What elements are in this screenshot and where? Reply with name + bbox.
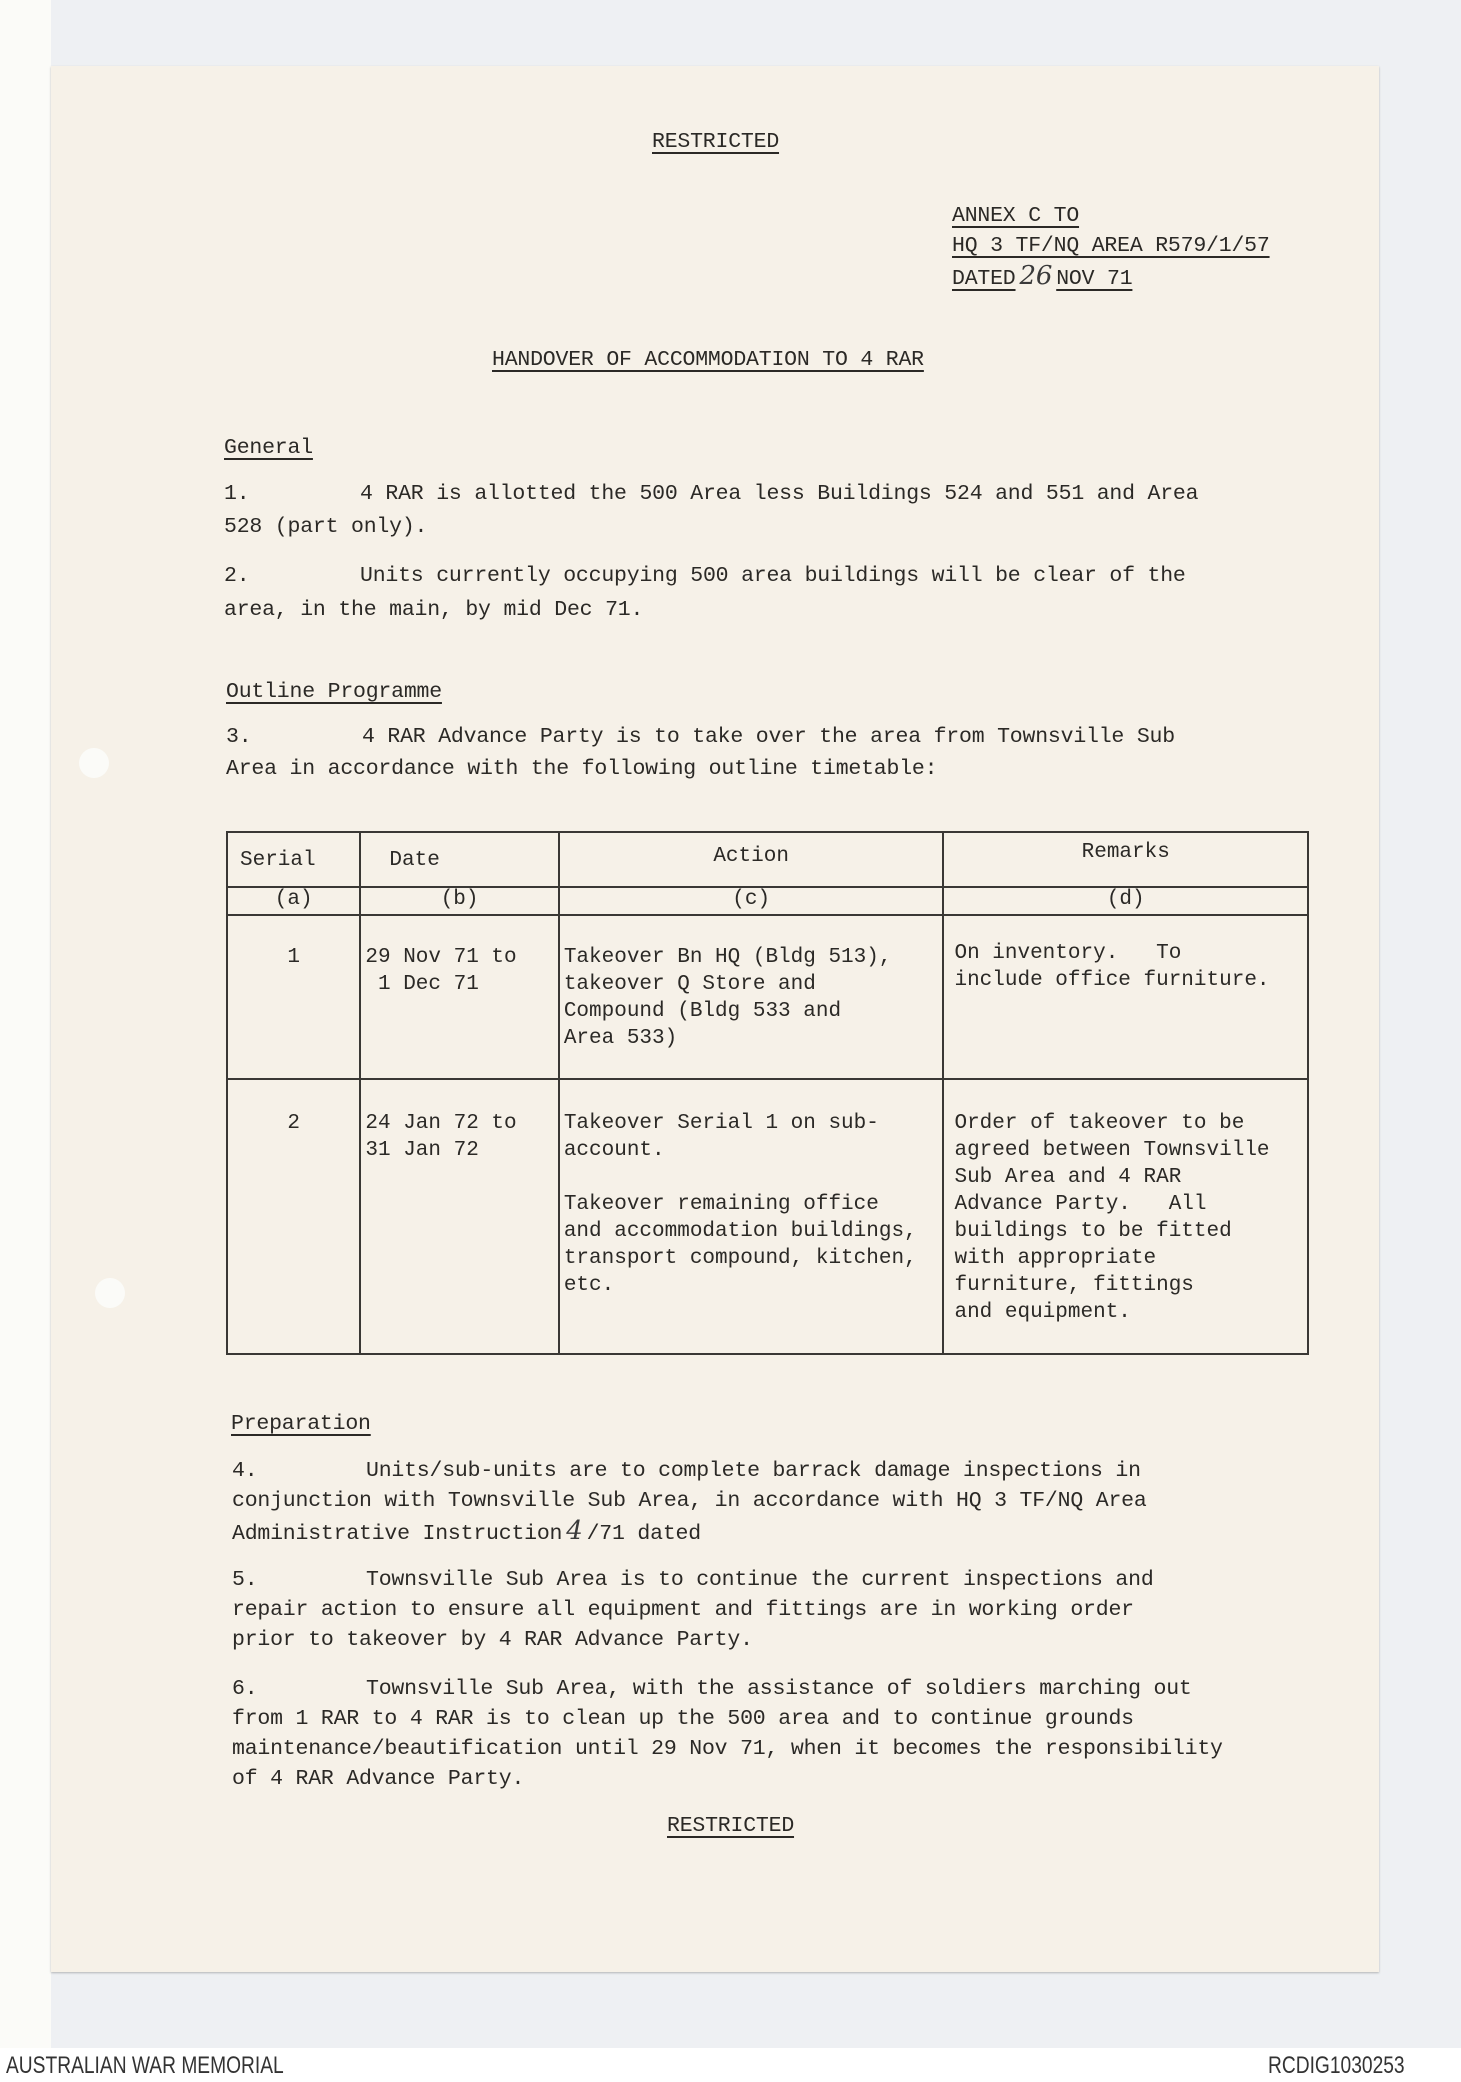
para-line: Administrative Instruction [232, 1522, 563, 1546]
reference-line-1: ANNEX C TO [952, 204, 1080, 228]
para-number: 4. [232, 1459, 258, 1483]
para-line: area, in the main, by mid Dec 71. [224, 598, 644, 622]
cell-remarks: On inventory. To include office furniture. [943, 915, 1308, 1079]
para-line: Townsville Sub Area is to continue the current inspections and [366, 1568, 1154, 1592]
timetable [226, 831, 1309, 1355]
header-action: Action [559, 832, 944, 887]
handwritten-instruction-number: 4 [566, 1516, 583, 1546]
section-heading-outline: Outline Programme [226, 680, 442, 704]
table-subheader-row [227, 887, 1308, 915]
cell-date: 29 Nov 71 to 1 Dec 71 [360, 915, 558, 1079]
security-marking-bottom: RESTRICTED [667, 1814, 795, 1838]
para-line: Area in accordance with the following outline timetable: [226, 757, 938, 781]
dated-label: DATED [952, 267, 1016, 291]
para-number: 2. [224, 564, 250, 588]
para-number: 5. [232, 1568, 258, 1592]
para-line: prior to takeover by 4 RAR Advance Party. [232, 1628, 753, 1652]
punch-hole [79, 748, 109, 778]
subheader-b: (b) [360, 887, 558, 915]
para-line: /71 dated [586, 1522, 701, 1546]
reference-line-3 [952, 261, 1132, 294]
table-header-row [227, 832, 1308, 887]
table-row [227, 915, 1308, 1079]
archive-institution: AUSTRALIAN WAR MEMORIAL [6, 2052, 284, 2079]
scan-margin [0, 0, 51, 2048]
subheader-d: (d) [943, 887, 1308, 915]
punch-hole [95, 1278, 125, 1308]
para-line-with-handwriting [232, 1516, 701, 1549]
table-row [227, 1079, 1308, 1354]
para-line: Units/sub-units are to complete barrack damage inspections in [366, 1459, 1141, 1483]
cell-remarks: Order of takeover to be agreed between Townsville Sub Area and 4 RAR Advance Party. All buildings to be fitted with appropriate furniture, fittings and equipment. [943, 1079, 1308, 1354]
document-title: HANDOVER OF ACCOMMODATION TO 4 RAR [492, 348, 924, 372]
handwritten-day: 26 [1019, 261, 1053, 291]
para-line: 4 RAR is allotted the 500 Area less Buildings 524 and 551 and Area [360, 482, 1199, 506]
reference-line-2: HQ 3 TF/NQ AREA R579/1/57 [952, 234, 1270, 258]
cell-serial: 1 [227, 915, 360, 1079]
para-line: of 4 RAR Advance Party. [232, 1767, 525, 1791]
section-heading-preparation: Preparation [231, 1412, 371, 1436]
cell-action: Takeover Bn HQ (Bldg 513), takeover Q Store and Compound (Bldg 533 and Area 533) [559, 915, 944, 1079]
para-number: 6. [232, 1677, 258, 1701]
para-line: conjunction with Townsville Sub Area, in accordance with HQ 3 TF/NQ Area [232, 1489, 1147, 1513]
archive-footer [0, 2048, 1461, 2082]
para-number: 1. [224, 482, 250, 506]
archive-identifier: RCDIG1030253 [1268, 2052, 1405, 2079]
dated-month: NOV 71 [1056, 267, 1133, 291]
para-line: Units currently occupying 500 area buildings will be clear of the [360, 564, 1186, 588]
para-line: 528 (part only). [224, 515, 428, 539]
para-line: Townsville Sub Area, with the assistance of soldiers marching out [366, 1677, 1192, 1701]
subheader-a: (a) [227, 887, 360, 915]
para-line: maintenance/beautification until 29 Nov 71, when it becomes the responsibility [232, 1737, 1223, 1761]
para-line: 4 RAR Advance Party is to take over the area from Townsville Sub [362, 725, 1175, 749]
cell-action: Takeover Serial 1 on sub- account. Takeover remaining office and accommodation buildings, transport compound, kitchen, etc. [559, 1079, 944, 1354]
header-serial: Serial [227, 832, 360, 887]
para-line: repair action to ensure all equipment and fittings are in working order [232, 1598, 1134, 1622]
security-marking-top: RESTRICTED [652, 130, 780, 154]
cell-serial: 2 [227, 1079, 360, 1354]
para-line: from 1 RAR to 4 RAR is to clean up the 500 area and to continue grounds [232, 1707, 1134, 1731]
header-date: Date [360, 832, 558, 887]
subheader-c: (c) [559, 887, 944, 915]
section-heading-general: General [224, 436, 313, 460]
header-remarks: Remarks [943, 832, 1308, 887]
para-number: 3. [226, 725, 252, 749]
cell-date: 24 Jan 72 to 31 Jan 72 [360, 1079, 558, 1354]
